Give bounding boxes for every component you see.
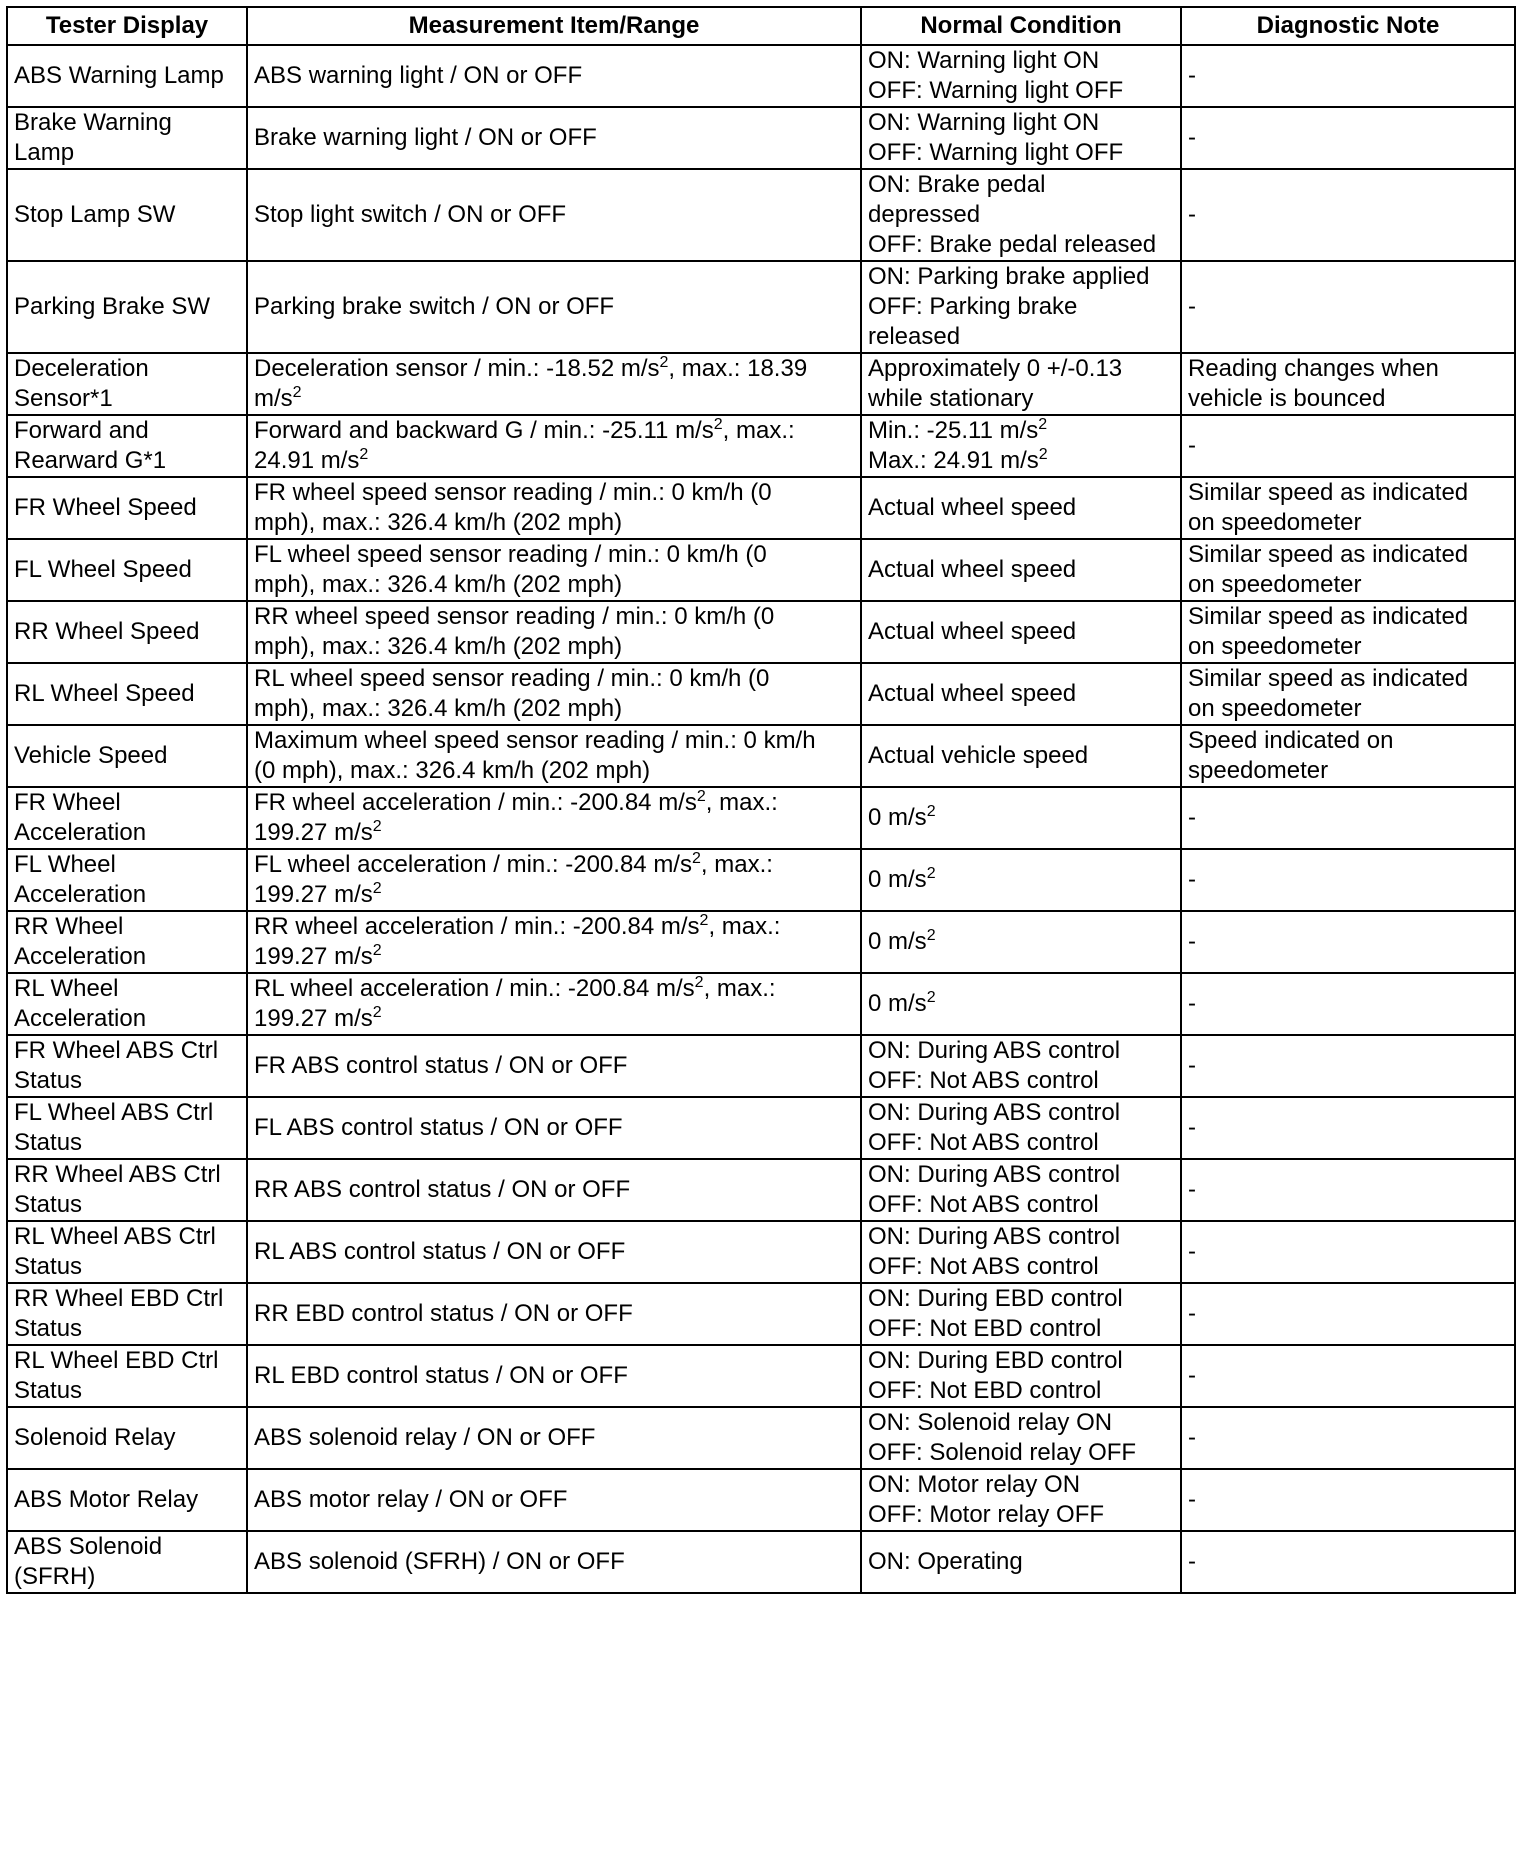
cell-text-line: Max.: 24.91 $m/s^2$ <box>868 446 1048 474</box>
cell-text-line: $m/s^2$ <box>254 384 302 412</box>
cell-text-line: ON: Operating <box>868 1548 1023 1575</box>
cell-text-line: FL wheel speed sensor reading / min.: 0 km/h (0 <box>254 541 767 568</box>
table-row <box>7 663 1515 725</box>
cell-text-line: - <box>1188 201 1196 228</box>
cell-text-line: vehicle is bounced <box>1188 385 1386 412</box>
cell-text-line: ON: Brake pedal <box>868 171 1046 198</box>
cell-diagnostic-note <box>1181 1531 1515 1593</box>
table-row <box>7 1345 1515 1407</box>
cell-text-line: ABS solenoid relay / ON or OFF <box>254 1424 596 1451</box>
cell-diagnostic-note <box>1181 601 1515 663</box>
cell-text-line: OFF: Brake pedal released <box>868 231 1157 258</box>
cell-tester-display <box>7 1531 247 1593</box>
cell-text-line: Actual vehicle speed <box>868 742 1089 769</box>
cell-measurement-item <box>247 261 861 353</box>
cell-text-line: Similar speed as indicated <box>1188 603 1469 630</box>
header-measurement-item: Measurement Item/Range <box>247 7 861 45</box>
cell-text-line: on speedometer <box>1188 695 1362 722</box>
cell-text-line: Acceleration <box>14 943 147 970</box>
cell-text-line: Similar speed as indicated <box>1188 479 1469 506</box>
cell-normal-condition <box>861 261 1181 353</box>
data-list-table <box>6 6 1516 1594</box>
cell-text-line: released <box>868 323 961 350</box>
cell-text-line: OFF: Not ABS control <box>868 1253 1099 1280</box>
table-row <box>7 1221 1515 1283</box>
cell-text-line: Brake Warning <box>14 109 172 136</box>
cell-text-line: - <box>1188 1424 1196 1451</box>
table-row <box>7 107 1515 169</box>
cell-normal-condition <box>861 663 1181 725</box>
cell-text-line: mph), max.: 326.4 km/h (202 mph) <box>254 633 623 660</box>
cell-text-line: 24.91 $m/s^2$ <box>254 446 369 474</box>
cell-measurement-item <box>247 1221 861 1283</box>
cell-measurement-item <box>247 1531 861 1593</box>
cell-text-line: ON: Motor relay ON <box>868 1471 1081 1498</box>
cell-text-line: ON: During ABS control <box>868 1037 1121 1064</box>
cell-text-line: Speed indicated on <box>1188 727 1394 754</box>
cell-tester-display <box>7 911 247 973</box>
cell-text-line: Stop light switch / ON or OFF <box>254 201 567 228</box>
cell-text-line: FL Wheel <box>14 851 116 878</box>
cell-diagnostic-note <box>1181 1283 1515 1345</box>
cell-text-line: OFF: Not ABS control <box>868 1129 1099 1156</box>
cell-text-line: - <box>1188 1052 1196 1079</box>
cell-measurement-item <box>247 1469 861 1531</box>
table-row <box>7 353 1515 415</box>
cell-text-line: ABS solenoid (SFRH) / ON or OFF <box>254 1548 625 1575</box>
cell-text-line: on speedometer <box>1188 633 1362 660</box>
cell-tester-display <box>7 787 247 849</box>
cell-normal-condition <box>861 539 1181 601</box>
cell-text-line: OFF: Solenoid relay OFF <box>868 1439 1137 1466</box>
cell-text-line: - <box>1188 432 1196 459</box>
cell-text-line: FL Wheel Speed <box>14 556 192 583</box>
header-row <box>7 7 1515 45</box>
cell-normal-condition <box>861 1035 1181 1097</box>
table-row <box>7 1035 1515 1097</box>
table-row <box>7 1469 1515 1531</box>
cell-text-line: OFF: Warning light OFF <box>868 77 1124 104</box>
cell-text-line: on speedometer <box>1188 509 1362 536</box>
cell-text-line: RL wheel acceleration / min.: -200.84 $m/s^2$, max.: <box>254 974 776 1002</box>
cell-diagnostic-note <box>1181 973 1515 1035</box>
cell-tester-display <box>7 169 247 261</box>
cell-text-line: OFF: Not EBD control <box>868 1315 1102 1342</box>
cell-normal-condition <box>861 1469 1181 1531</box>
cell-text-line: 0 $m/s^2$ <box>868 865 936 893</box>
cell-text-line: 0 $m/s^2$ <box>868 989 936 1017</box>
cell-text-line: Min.: -25.11 $m/s^2$ <box>868 416 1048 444</box>
cell-text-line: RL Wheel <box>14 975 119 1002</box>
cell-text-line: mph), max.: 326.4 km/h (202 mph) <box>254 571 623 598</box>
cell-text-line: OFF: Not EBD control <box>868 1377 1102 1404</box>
cell-measurement-item <box>247 663 861 725</box>
table-row <box>7 1097 1515 1159</box>
cell-text-line: ABS warning light / ON or OFF <box>254 62 583 89</box>
table-row <box>7 1283 1515 1345</box>
table-row <box>7 973 1515 1035</box>
cell-text-line: (SFRH) <box>14 1563 96 1590</box>
cell-text-line: Stop Lamp SW <box>14 201 176 228</box>
cell-text-line: ABS Solenoid <box>14 1533 163 1560</box>
cell-tester-display <box>7 849 247 911</box>
cell-diagnostic-note <box>1181 1469 1515 1531</box>
cell-text-line: ON: During EBD control <box>868 1347 1123 1374</box>
cell-diagnostic-note <box>1181 107 1515 169</box>
cell-text-line: Brake warning light / ON or OFF <box>254 124 597 151</box>
cell-text-line: mph), max.: 326.4 km/h (202 mph) <box>254 695 623 722</box>
table-row <box>7 169 1515 261</box>
cell-text-line: 0 $m/s^2$ <box>868 803 936 831</box>
cell-measurement-item <box>247 911 861 973</box>
cell-diagnostic-note <box>1181 1159 1515 1221</box>
table-row <box>7 45 1515 107</box>
cell-text-line: ON: Warning light ON <box>868 47 1100 74</box>
table-row <box>7 1531 1515 1593</box>
cell-text-line: RL Wheel ABS Ctrl <box>14 1223 216 1250</box>
cell-normal-condition <box>861 911 1181 973</box>
cell-tester-display <box>7 107 247 169</box>
cell-text-line: RL Wheel EBD Ctrl <box>14 1347 219 1374</box>
table-row <box>7 911 1515 973</box>
cell-normal-condition <box>861 477 1181 539</box>
cell-tester-display <box>7 601 247 663</box>
cell-text-line: - <box>1188 866 1196 893</box>
table-row <box>7 849 1515 911</box>
cell-measurement-item <box>247 107 861 169</box>
cell-text-line: RL ABS control status / ON or OFF <box>254 1238 626 1265</box>
cell-text-line: ON: During ABS control <box>868 1223 1121 1250</box>
cell-tester-display <box>7 663 247 725</box>
cell-tester-display <box>7 539 247 601</box>
cell-text-line: mph), max.: 326.4 km/h (202 mph) <box>254 509 623 536</box>
cell-text-line: RR wheel acceleration / min.: -200.84 $m/s^2$, max.: <box>254 912 781 940</box>
cell-normal-condition <box>861 107 1181 169</box>
cell-measurement-item <box>247 1283 861 1345</box>
cell-text-line: Acceleration <box>14 881 147 908</box>
table-row <box>7 539 1515 601</box>
cell-text-line: Forward and <box>14 417 149 444</box>
cell-text-line: FR Wheel Speed <box>14 494 197 521</box>
cell-text-line: FR ABS control status / ON or OFF <box>254 1052 628 1079</box>
cell-text-line: Sensor*1 <box>14 385 113 412</box>
table-row <box>7 1159 1515 1221</box>
cell-measurement-item <box>247 1035 861 1097</box>
cell-text-line: on speedometer <box>1188 571 1362 598</box>
cell-text-line: Deceleration <box>14 355 149 382</box>
cell-text-line: RR Wheel ABS Ctrl <box>14 1161 221 1188</box>
table-row <box>7 477 1515 539</box>
cell-tester-display <box>7 415 247 477</box>
cell-measurement-item <box>247 45 861 107</box>
cell-text-line: Solenoid Relay <box>14 1424 176 1451</box>
cell-text-line: - <box>1188 990 1196 1017</box>
cell-text-line: ON: Parking brake applied <box>868 263 1150 290</box>
cell-text-line: - <box>1188 1548 1196 1575</box>
cell-normal-condition <box>861 849 1181 911</box>
cell-diagnostic-note <box>1181 1035 1515 1097</box>
header-diagnostic-note: Diagnostic Note <box>1181 7 1515 45</box>
cell-text-line: Status <box>14 1377 83 1404</box>
cell-text-line: Actual wheel speed <box>868 494 1077 521</box>
cell-diagnostic-note <box>1181 1345 1515 1407</box>
cell-normal-condition <box>861 1097 1181 1159</box>
cell-diagnostic-note <box>1181 911 1515 973</box>
cell-text-line: - <box>1188 62 1196 89</box>
cell-text-line: ABS Motor Relay <box>14 1486 199 1513</box>
cell-text-line: Similar speed as indicated <box>1188 541 1469 568</box>
cell-text-line: Status <box>14 1067 83 1094</box>
cell-text-line: depressed <box>868 201 981 228</box>
cell-text-line: Status <box>14 1315 83 1342</box>
cell-text-line: Vehicle Speed <box>14 742 168 769</box>
cell-text-line: RR EBD control status / ON or OFF <box>254 1300 633 1327</box>
cell-normal-condition <box>861 353 1181 415</box>
table-row <box>7 261 1515 353</box>
cell-diagnostic-note <box>1181 1407 1515 1469</box>
cell-text-line: Deceleration sensor / min.: -18.52 $m/s^2$, max.: 18.39 <box>254 354 808 382</box>
cell-text-line: RR Wheel <box>14 913 124 940</box>
cell-text-line: while stationary <box>868 385 1034 412</box>
cell-text-line: OFF: Motor relay OFF <box>868 1501 1105 1528</box>
cell-text-line: Status <box>14 1253 83 1280</box>
cell-tester-display <box>7 973 247 1035</box>
cell-text-line: - <box>1188 804 1196 831</box>
cell-text-line: RR Wheel EBD Ctrl <box>14 1285 224 1312</box>
cell-diagnostic-note <box>1181 725 1515 787</box>
cell-text-line: - <box>1188 1238 1196 1265</box>
cell-normal-condition <box>861 725 1181 787</box>
cell-text-line: ON: Warning light ON <box>868 109 1100 136</box>
cell-diagnostic-note <box>1181 261 1515 353</box>
cell-measurement-item <box>247 353 861 415</box>
cell-text-line: OFF: Warning light OFF <box>868 139 1124 166</box>
cell-text-line: - <box>1188 1486 1196 1513</box>
table-body <box>7 45 1515 1593</box>
cell-text-line: Reading changes when <box>1188 355 1439 382</box>
cell-diagnostic-note <box>1181 45 1515 107</box>
cell-text-line: ON: Solenoid relay ON <box>868 1409 1113 1436</box>
cell-text-line: RL wheel speed sensor reading / min.: 0 km/h (0 <box>254 665 770 692</box>
cell-normal-condition <box>861 1531 1181 1593</box>
cell-text-line: Parking Brake SW <box>14 293 211 320</box>
cell-text-line: 199.27 $m/s^2$ <box>254 1004 382 1032</box>
cell-tester-display <box>7 1283 247 1345</box>
cell-diagnostic-note <box>1181 353 1515 415</box>
cell-diagnostic-note <box>1181 1221 1515 1283</box>
cell-text-line: RL EBD control status / ON or OFF <box>254 1362 628 1389</box>
cell-text-line: 0 $m/s^2$ <box>868 927 936 955</box>
cell-text-line: Maximum wheel speed sensor reading / min.: 0 km/h <box>254 727 816 754</box>
cell-text-line: FR Wheel <box>14 789 121 816</box>
cell-normal-condition <box>861 1407 1181 1469</box>
cell-diagnostic-note <box>1181 169 1515 261</box>
cell-text-line: Acceleration <box>14 1005 147 1032</box>
cell-text-line: Rearward G*1 <box>14 447 167 474</box>
header-normal-condition: Normal Condition <box>861 7 1181 45</box>
table-header <box>7 7 1515 45</box>
cell-text-line: 199.27 $m/s^2$ <box>254 880 382 908</box>
cell-text-line: FL Wheel ABS Ctrl <box>14 1099 214 1126</box>
cell-normal-condition <box>861 787 1181 849</box>
cell-tester-display <box>7 261 247 353</box>
cell-text-line: - <box>1188 928 1196 955</box>
cell-text-line: OFF: Not ABS control <box>868 1067 1099 1094</box>
cell-measurement-item <box>247 1159 861 1221</box>
table-row <box>7 725 1515 787</box>
cell-tester-display <box>7 1469 247 1531</box>
cell-normal-condition <box>861 1345 1181 1407</box>
cell-text-line: ON: During ABS control <box>868 1099 1121 1126</box>
cell-diagnostic-note <box>1181 477 1515 539</box>
cell-text-line: - <box>1188 1362 1196 1389</box>
cell-tester-display <box>7 1221 247 1283</box>
cell-text-line: Acceleration <box>14 819 147 846</box>
cell-text-line: speedometer <box>1188 757 1329 784</box>
cell-normal-condition <box>861 45 1181 107</box>
table-row <box>7 787 1515 849</box>
cell-diagnostic-note <box>1181 1097 1515 1159</box>
cell-diagnostic-note <box>1181 787 1515 849</box>
cell-tester-display <box>7 1159 247 1221</box>
cell-text-line: Actual wheel speed <box>868 618 1077 645</box>
cell-measurement-item <box>247 477 861 539</box>
cell-text-line: FR wheel acceleration / min.: -200.84 $m/s^2$, max.: <box>254 788 778 816</box>
cell-text-line: 199.27 $m/s^2$ <box>254 818 382 846</box>
cell-text-line: FL wheel acceleration / min.: -200.84 $m/s^2$, max.: <box>254 850 773 878</box>
cell-tester-display <box>7 1407 247 1469</box>
cell-text-line: - <box>1188 1300 1196 1327</box>
table-row <box>7 415 1515 477</box>
cell-tester-display <box>7 725 247 787</box>
cell-text-line: 199.27 $m/s^2$ <box>254 942 382 970</box>
cell-text-line: RR wheel speed sensor reading / min.: 0 km/h (0 <box>254 603 775 630</box>
cell-text-line: ON: During EBD control <box>868 1285 1123 1312</box>
cell-tester-display <box>7 353 247 415</box>
cell-measurement-item <box>247 849 861 911</box>
cell-measurement-item <box>247 1345 861 1407</box>
cell-measurement-item <box>247 973 861 1035</box>
cell-tester-display <box>7 45 247 107</box>
cell-diagnostic-note <box>1181 663 1515 725</box>
table-row <box>7 1407 1515 1469</box>
cell-text-line: ON: During ABS control <box>868 1161 1121 1188</box>
cell-measurement-item <box>247 1407 861 1469</box>
cell-normal-condition <box>861 415 1181 477</box>
cell-measurement-item <box>247 601 861 663</box>
cell-measurement-item <box>247 169 861 261</box>
cell-tester-display <box>7 1345 247 1407</box>
cell-text-line: - <box>1188 293 1196 320</box>
cell-tester-display <box>7 1097 247 1159</box>
cell-text-line: Status <box>14 1191 83 1218</box>
cell-normal-condition <box>861 169 1181 261</box>
table-row <box>7 601 1515 663</box>
cell-normal-condition <box>861 973 1181 1035</box>
cell-text-line: ABS Warning Lamp <box>14 62 224 89</box>
cell-text-line: FR Wheel ABS Ctrl <box>14 1037 219 1064</box>
cell-text-line: OFF: Parking brake <box>868 293 1078 320</box>
header-tester-display: Tester Display <box>7 7 247 45</box>
cell-tester-display <box>7 477 247 539</box>
cell-text-line: Parking brake switch / ON or OFF <box>254 293 615 320</box>
cell-normal-condition <box>861 1221 1181 1283</box>
cell-measurement-item <box>247 415 861 477</box>
data-list-sheet <box>6 6 1514 1594</box>
cell-text-line: FR wheel speed sensor reading / min.: 0 km/h (0 <box>254 479 772 506</box>
cell-text-line: ABS motor relay / ON or OFF <box>254 1486 568 1513</box>
cell-diagnostic-note <box>1181 415 1515 477</box>
cell-text-line: FL ABS control status / ON or OFF <box>254 1114 623 1141</box>
cell-diagnostic-note <box>1181 539 1515 601</box>
cell-text-line: Actual wheel speed <box>868 556 1077 583</box>
cell-normal-condition <box>861 1283 1181 1345</box>
cell-text-line: Similar speed as indicated <box>1188 665 1469 692</box>
cell-measurement-item <box>247 539 861 601</box>
cell-measurement-item <box>247 1097 861 1159</box>
cell-text-line: Status <box>14 1129 83 1156</box>
cell-text-line: (0 mph), max.: 326.4 km/h (202 mph) <box>254 757 651 784</box>
cell-text-line: Approximately 0 +/-0.13 <box>868 355 1123 382</box>
cell-text-line: Forward and backward G / min.: -25.11 $m/s^2$, max.: <box>254 416 795 444</box>
cell-tester-display <box>7 1035 247 1097</box>
cell-text-line: OFF: Not ABS control <box>868 1191 1099 1218</box>
cell-text-line: Actual wheel speed <box>868 680 1077 707</box>
cell-text-line: RL Wheel Speed <box>14 680 195 707</box>
cell-text-line: - <box>1188 124 1196 151</box>
cell-text-line: - <box>1188 1114 1196 1141</box>
cell-text-line: RR ABS control status / ON or OFF <box>254 1176 631 1203</box>
cell-text-line: - <box>1188 1176 1196 1203</box>
cell-normal-condition <box>861 601 1181 663</box>
cell-text-line: Lamp <box>14 139 75 166</box>
cell-measurement-item <box>247 787 861 849</box>
cell-diagnostic-note <box>1181 849 1515 911</box>
cell-normal-condition <box>861 1159 1181 1221</box>
cell-measurement-item <box>247 725 861 787</box>
cell-text-line: RR Wheel Speed <box>14 618 200 645</box>
